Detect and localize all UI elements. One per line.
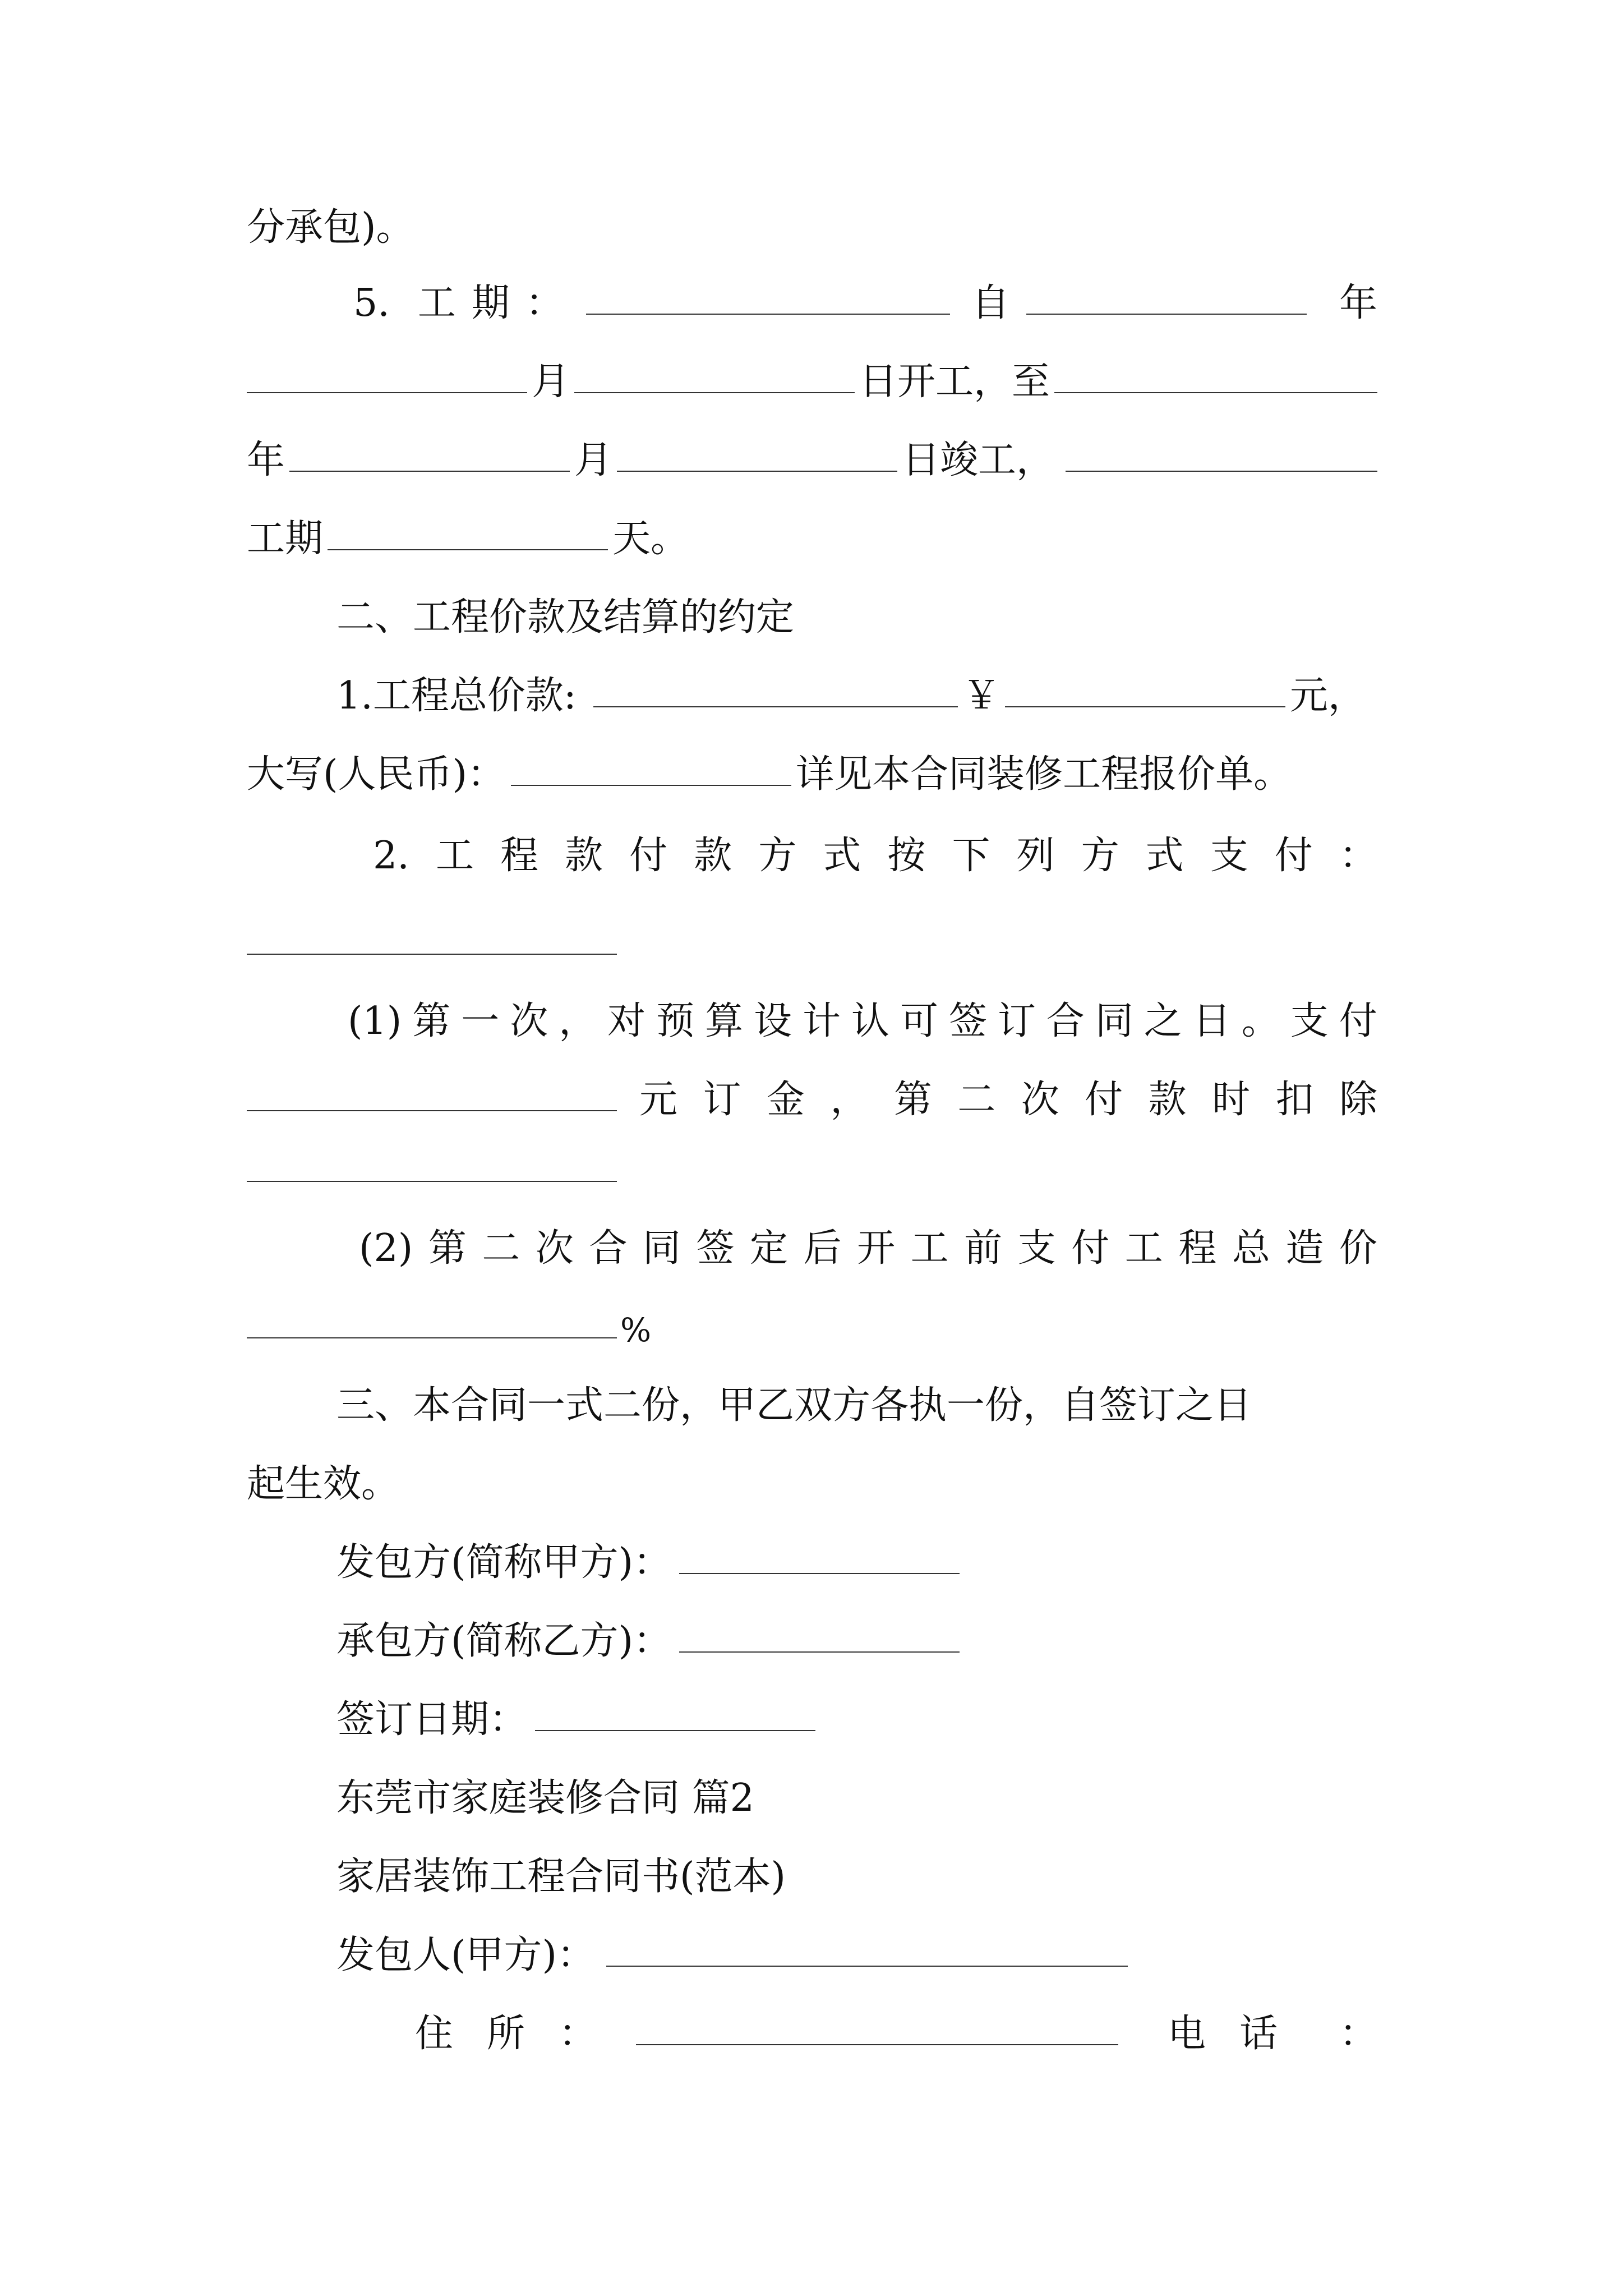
first-payment-line xyxy=(348,990,1377,1041)
blank-field[interactable] xyxy=(586,311,950,315)
text-char: 前 xyxy=(964,1226,1003,1271)
text-char: 元 xyxy=(639,1078,678,1122)
text-char: 日 xyxy=(1192,999,1231,1043)
text-char: 计 xyxy=(803,999,841,1043)
contract-title-line xyxy=(336,1846,1377,1899)
text: 月 xyxy=(574,438,613,482)
text-char: 开 xyxy=(857,1226,896,1271)
text-char: 工 xyxy=(1124,1226,1163,1271)
blank-field[interactable] xyxy=(1005,704,1285,707)
text-char: 下 xyxy=(952,834,990,878)
text-char: 式 xyxy=(823,834,861,878)
heading-text: 二、工程价款及结算的约定 xyxy=(336,595,795,639)
party-b-line xyxy=(336,1610,1377,1663)
text-char: 式 xyxy=(1145,834,1184,878)
blank-field[interactable] xyxy=(593,704,958,707)
text-char: 支 xyxy=(1210,834,1248,878)
text: 详见本合同装修工程报价单。 xyxy=(796,752,1292,797)
period-days-line xyxy=(247,508,1377,561)
blank-field[interactable] xyxy=(247,390,527,393)
employer-line xyxy=(336,1924,1377,1975)
blank-field[interactable] xyxy=(617,468,897,472)
blank-field[interactable] xyxy=(289,468,570,472)
label-colon: ： xyxy=(559,2012,597,2056)
text-char: 金 xyxy=(766,1078,805,1122)
text-char: 次 xyxy=(510,999,548,1043)
text: 1.工程总价款: xyxy=(336,674,577,718)
party-b-field[interactable] xyxy=(679,1649,960,1653)
text-char: 付 xyxy=(1339,999,1377,1043)
text-char: 工 xyxy=(435,834,474,878)
blank-field[interactable] xyxy=(1026,311,1307,315)
text: 日开工，至 xyxy=(859,360,1050,404)
text-char: 方 xyxy=(758,834,797,878)
text-char: 按 xyxy=(887,834,926,878)
text-char: 电 xyxy=(1168,2012,1206,2056)
text-char: 付 xyxy=(1085,1078,1123,1122)
text-char: 签 xyxy=(696,1226,735,1271)
total-price-line xyxy=(336,665,1377,718)
text-char: 话 xyxy=(1239,2012,1278,2056)
blank-field[interactable] xyxy=(247,1108,617,1111)
text: 年 xyxy=(247,438,285,482)
label-char: 工 xyxy=(417,281,456,325)
text-char: (2) xyxy=(359,1226,413,1271)
text-char: 第 xyxy=(428,1226,467,1271)
deposit-text xyxy=(639,1078,1377,1122)
text: 天。 xyxy=(612,517,689,561)
text-char: ， xyxy=(559,999,597,1043)
text-char: 预 xyxy=(656,999,695,1043)
sign-date-field[interactable] xyxy=(535,1728,815,1731)
yuan-symbol: ￥ xyxy=(962,674,1000,718)
text-char: 算 xyxy=(705,999,744,1043)
text-char: 工 xyxy=(910,1226,949,1271)
text: 起生效。 xyxy=(247,1462,400,1506)
party-a-field[interactable] xyxy=(679,1571,960,1574)
text-char: 认 xyxy=(851,999,890,1043)
text-char: 第 xyxy=(893,1078,932,1122)
text-char: 后 xyxy=(803,1226,842,1271)
section-heading xyxy=(336,586,1377,637)
text: 签订日期： xyxy=(336,1697,528,1742)
label-char: 期 xyxy=(471,281,510,325)
blank-field[interactable] xyxy=(1054,390,1377,393)
text-char: ： xyxy=(1339,834,1377,878)
text-char: 款 xyxy=(694,834,732,878)
contract-title: 家居装饰工程合同书(范本) xyxy=(336,1855,786,1899)
text-char: 定 xyxy=(750,1226,789,1271)
text-char: 。 xyxy=(1241,999,1280,1043)
text-char: 二 xyxy=(482,1226,520,1271)
text-char: 付 xyxy=(1071,1226,1110,1271)
blank-field[interactable] xyxy=(247,1181,617,1182)
text: 三、本合同一式二份，甲乙双方各执一份，自签订之日 xyxy=(336,1383,1252,1428)
text-char: 程 xyxy=(1178,1226,1217,1271)
text-char: 总 xyxy=(1232,1226,1270,1271)
text: 发包人(甲方)： xyxy=(336,1933,596,1977)
end-date-line xyxy=(247,429,1377,480)
text: 自 xyxy=(971,281,1010,325)
blank-field[interactable] xyxy=(1066,468,1377,472)
text-char: 支 xyxy=(1017,1226,1056,1271)
text-char: 合 xyxy=(1046,999,1085,1043)
construction-period-line xyxy=(353,272,1377,323)
deposit-line xyxy=(247,1069,1377,1122)
second-payment-line xyxy=(359,1217,1377,1271)
text-char: 签 xyxy=(948,999,987,1043)
address-phone-line xyxy=(415,2003,1377,2056)
text: 承包方(简称乙方)： xyxy=(336,1619,672,1663)
text-char: 程 xyxy=(500,834,539,878)
text-char: 价 xyxy=(1339,1226,1377,1271)
text-char: ， xyxy=(830,1078,869,1122)
text-char: 合 xyxy=(589,1226,628,1271)
blank-field[interactable] xyxy=(247,1335,617,1338)
effective-line xyxy=(247,1453,1377,1506)
text: 月 xyxy=(532,360,570,404)
text-char: 订 xyxy=(997,999,1036,1043)
text-char: 造 xyxy=(1285,1226,1324,1271)
text-char: 次 xyxy=(1021,1078,1059,1122)
text-char: 时 xyxy=(1212,1078,1251,1122)
text-char: 一 xyxy=(461,999,500,1043)
label-colon: ： xyxy=(525,281,564,325)
copies-clause-line xyxy=(336,1374,1377,1428)
blank-field[interactable] xyxy=(511,783,791,786)
text-char: 所 xyxy=(487,2012,525,2056)
blank-field[interactable] xyxy=(247,954,617,955)
item-number: 5. xyxy=(353,281,390,325)
price-capital-line xyxy=(247,743,1377,797)
article-title: 东莞市家庭装修合同 篇2 xyxy=(336,1776,754,1820)
text-char: 订 xyxy=(703,1078,741,1122)
text-char: 住 xyxy=(415,2012,454,2056)
text-char: 列 xyxy=(1016,834,1055,878)
sign-date-line xyxy=(336,1688,1377,1742)
text-char: 款 xyxy=(1148,1078,1187,1122)
percent-line xyxy=(247,1296,1377,1349)
percent-sign: % xyxy=(620,1311,652,1349)
text: 元， xyxy=(1289,674,1366,718)
text-char: 除 xyxy=(1339,1078,1377,1122)
blank-field[interactable] xyxy=(328,547,608,550)
employer-field[interactable] xyxy=(606,1963,1128,1967)
text: 工期 xyxy=(247,517,324,561)
text-char: 同 xyxy=(642,1226,681,1271)
text: 分承包)。 xyxy=(247,205,414,250)
address-field[interactable] xyxy=(636,2042,1118,2045)
party-a-line xyxy=(336,1531,1377,1585)
text: 发包方(简称甲方)： xyxy=(336,1540,672,1585)
text-line-continuation xyxy=(247,196,1377,250)
start-date-line xyxy=(247,351,1377,404)
text: 年 xyxy=(1339,281,1377,325)
text-char: 扣 xyxy=(1275,1078,1314,1122)
text-char: 对 xyxy=(607,999,646,1043)
text-char: 次 xyxy=(535,1226,574,1271)
text-char: 支 xyxy=(1290,999,1329,1043)
text-char: (1) xyxy=(348,999,402,1043)
text: 日竣工， xyxy=(902,438,1055,482)
text-char: 二 xyxy=(957,1078,996,1122)
text-char: 付 xyxy=(1274,834,1313,878)
text-char: 付 xyxy=(629,834,668,878)
blank-field[interactable] xyxy=(574,390,855,393)
article-title-line xyxy=(336,1767,1377,1818)
label-colon: ： xyxy=(1339,2012,1377,2056)
text-char: 方 xyxy=(1081,834,1119,878)
text: 大写(人民币)： xyxy=(247,752,506,797)
text-char: 2. xyxy=(373,834,409,878)
text-char: 同 xyxy=(1095,999,1133,1043)
text-char: 可 xyxy=(900,999,938,1043)
text-char: 之 xyxy=(1144,999,1182,1043)
text-char: 设 xyxy=(754,999,792,1043)
text-char: 第 xyxy=(412,999,451,1043)
text-char: 款 xyxy=(565,834,603,878)
payment-method-line xyxy=(373,825,1377,878)
